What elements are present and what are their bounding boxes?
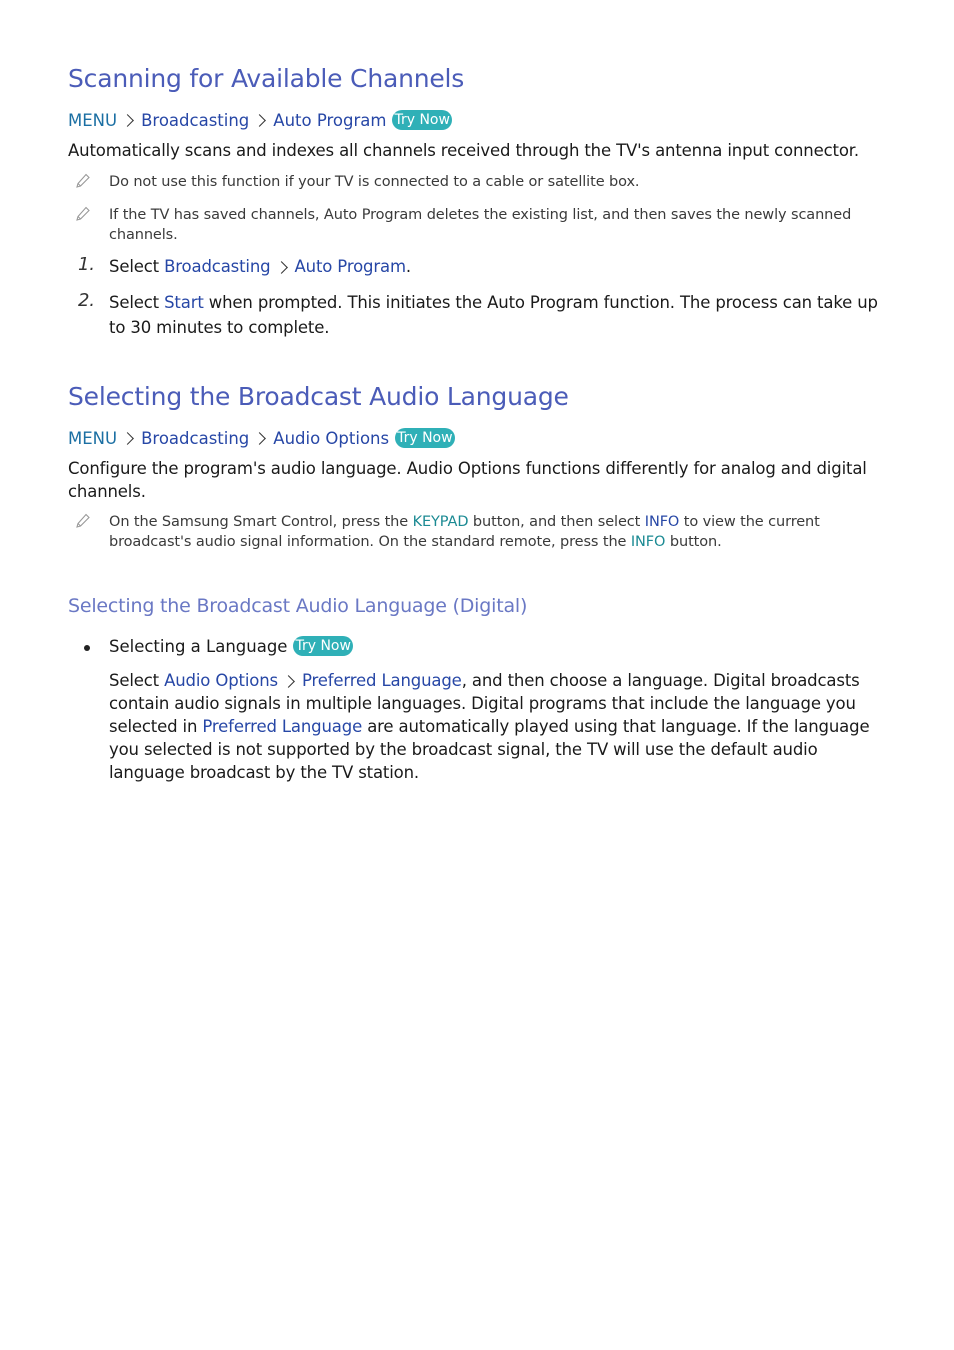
step-item: 2. Select Start when prompted. This initiates the Auto Program function. The process can take up to 30 minutes to complete. — [78, 290, 878, 337]
audio-options-link[interactable]: Audio Options — [164, 671, 278, 690]
subsection-title-digital: Selecting the Broadcast Audio Language (Digital) — [68, 595, 528, 617]
chevron-right-icon — [282, 675, 295, 688]
preferred-language-link[interactable]: Preferred Language — [301, 671, 462, 690]
section-title-audio-language: Selecting the Broadcast Audio Language — [68, 382, 569, 411]
menu-path-audio-options — [68, 428, 455, 448]
chevron-right-icon — [121, 432, 134, 445]
pencil-note-icon — [75, 173, 91, 189]
note-item: Do not use this function if your TV is connected to a cable or satellite box. — [109, 172, 879, 192]
section-description: Configure the program's audio language. Audio Options functions differently for analog and digital channels. — [68, 459, 867, 501]
try-now-button[interactable]: Try Now — [295, 638, 351, 654]
broadcasting-link[interactable]: Broadcasting — [141, 428, 250, 448]
chevron-right-icon — [253, 432, 266, 445]
menu-path-auto-program — [68, 110, 452, 130]
step-number: 1. — [78, 254, 95, 275]
bullet-dot-icon — [84, 645, 90, 651]
step-item: 1. Select Broadcasting Auto Program. — [78, 254, 411, 276]
preferred-language-link[interactable]: Preferred Language — [202, 717, 363, 736]
broadcasting-link[interactable]: Broadcasting — [164, 257, 271, 276]
pencil-note-icon — [75, 206, 91, 222]
bullet-title: Selecting a Language — [109, 636, 288, 656]
chevron-right-icon — [121, 114, 134, 127]
try-now-button[interactable]: Try Now — [394, 112, 450, 128]
try-now-button[interactable]: Try Now — [397, 430, 453, 446]
keypad-key: KEYPAD — [412, 514, 469, 530]
note-item: If the TV has saved channels, Auto Program deletes the existing list, and then saves the newly scanned channels. — [109, 205, 879, 245]
bullet-body: Select Audio Options Preferred Language, and then choose a language. Digital broadcasts contain audio signals in multiple languages. Digital programs that include the language you selected in Preferred Language are automatically played using that language. If the language you selected is not supported by the broadcast signal, the TV will use the default audio language broadcast by the TV station. — [109, 671, 870, 782]
pencil-note-icon — [75, 513, 91, 529]
section-title-scanning: Scanning for Available Channels — [68, 64, 465, 93]
auto-program-link[interactable]: Auto Program — [294, 257, 406, 276]
broadcasting-link[interactable]: Broadcasting — [141, 110, 250, 130]
start-link[interactable]: Start — [164, 293, 204, 312]
info-key: INFO — [644, 514, 680, 530]
audio-options-link[interactable]: Audio Options — [273, 428, 390, 448]
menu-link[interactable]: MENU — [68, 428, 118, 448]
chevron-right-icon — [253, 114, 266, 127]
section-description: Automatically scans and indexes all channels received through the TV's antenna input connector. — [68, 141, 859, 160]
note-item: On the Samsung Smart Control, press the KEYPAD button, and then select INFO to view the current broadcast's audio signal information. On the standard remote, press the INFO button. — [109, 512, 879, 552]
chevron-right-icon — [275, 261, 288, 274]
bullet-item — [109, 636, 353, 656]
step-number: 2. — [78, 290, 95, 311]
info-key: INFO — [630, 534, 666, 550]
menu-link[interactable]: MENU — [68, 110, 118, 130]
auto-program-link[interactable]: Auto Program — [273, 110, 387, 130]
